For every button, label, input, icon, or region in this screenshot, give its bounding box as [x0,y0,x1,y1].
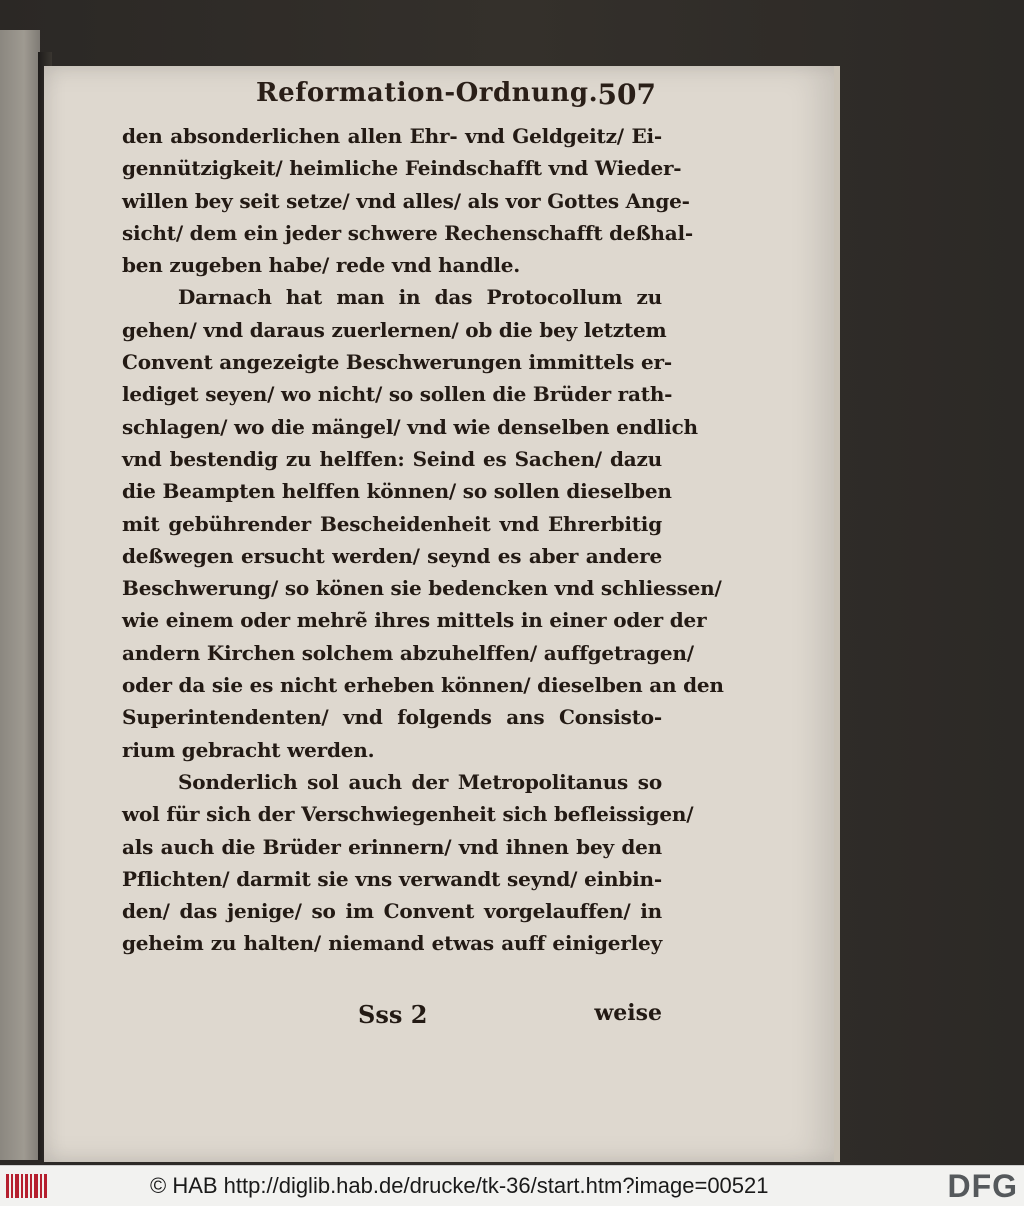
page-number: 507 [597,78,656,111]
dfg-logo: DFG [947,1168,1018,1204]
text-line: die Beampten helffen können/ so sollen dieselben [122,479,672,504]
text-line: rium gebracht werden. [122,737,375,762]
text-line: oder da sie es nicht erheben können/ dieselben an den [122,673,724,698]
text-line: ben zugeben habe/ rede vnd handle. [122,253,521,278]
catchword: weise [594,1000,662,1026]
text-line: Beschwerung/ so könen sie bedencken vnd schliessen/ [122,576,722,601]
running-head: Reformation-Ordnung. [256,78,599,108]
viewer-footer [0,1165,1024,1206]
text-line: Pflichten/ darmit sie vns verwandt seynd/ einbin- [122,866,662,891]
text-line: wol für sich der Verschwiegenheit sich befleissigen/ [122,802,694,827]
text-line: Convent angezeigte Beschwerungen immittels er- [122,350,672,375]
page-right-edge [834,66,840,1162]
text-line: Sonderlich sol auch der Metropolitanus so [178,769,662,794]
text-line: lediget seyen/ wo nicht/ so sollen die Brüder rath- [122,382,673,407]
text-line: Darnach hat man in das Protocollum zu [178,285,662,310]
text-line: gehen/ vnd daraus zuerlernen/ ob die bey letztem [122,317,667,342]
text-line: sicht/ dem ein jeder schwere Rechenschafft deßhal- [122,220,694,245]
source-link[interactable]: © HAB http://diglib.hab.de/drucke/tk-36/start.htm?image=00521 [150,1173,769,1198]
text-line: gennützigkeit/ heimliche Feindschafft vnd Wieder- [122,156,682,181]
text-line: andern Kirchen solchem abzuhelffen/ auffgetragen/ [122,640,694,665]
text-line: deßwegen ersucht werden/ seynd es aber andere [122,543,662,568]
page-footer [122,1000,662,1036]
hab-barcode-logo-icon [4,1170,48,1202]
text-line: vnd bestendig zu helffen: Seind es Sachen/ dazu [122,446,662,471]
previous-page-edge [0,30,40,1160]
text-line: geheim zu halten/ niemand etwas auff einigerley [122,931,662,956]
text-line: mit gebührender Bescheidenheit vnd Ehrerbitig [122,511,662,536]
text-line: den/ das jenige/ so im Convent vorgelauffen/ in [122,899,662,924]
text-line: willen bey seit setze/ vnd alles/ als vor Gottes Ange- [122,188,690,213]
body-text [122,120,724,960]
text-line: schlagen/ wo die mängel/ vnd wie denselben endlich [122,414,698,439]
text-line: als auch die Brüder erinnern/ vnd ihnen bey den [122,834,662,859]
page-header [216,78,656,118]
text-line: den absonderlichen allen Ehr- vnd Geldgeitz/ Ei- [122,124,662,148]
text-line: wie einem oder mehrẽ ihres mittels in einer oder der [122,608,707,633]
text-line: Superintendenten/ vnd folgends ans Consisto- [122,705,662,730]
signature-mark: Sss 2 [358,1000,428,1029]
